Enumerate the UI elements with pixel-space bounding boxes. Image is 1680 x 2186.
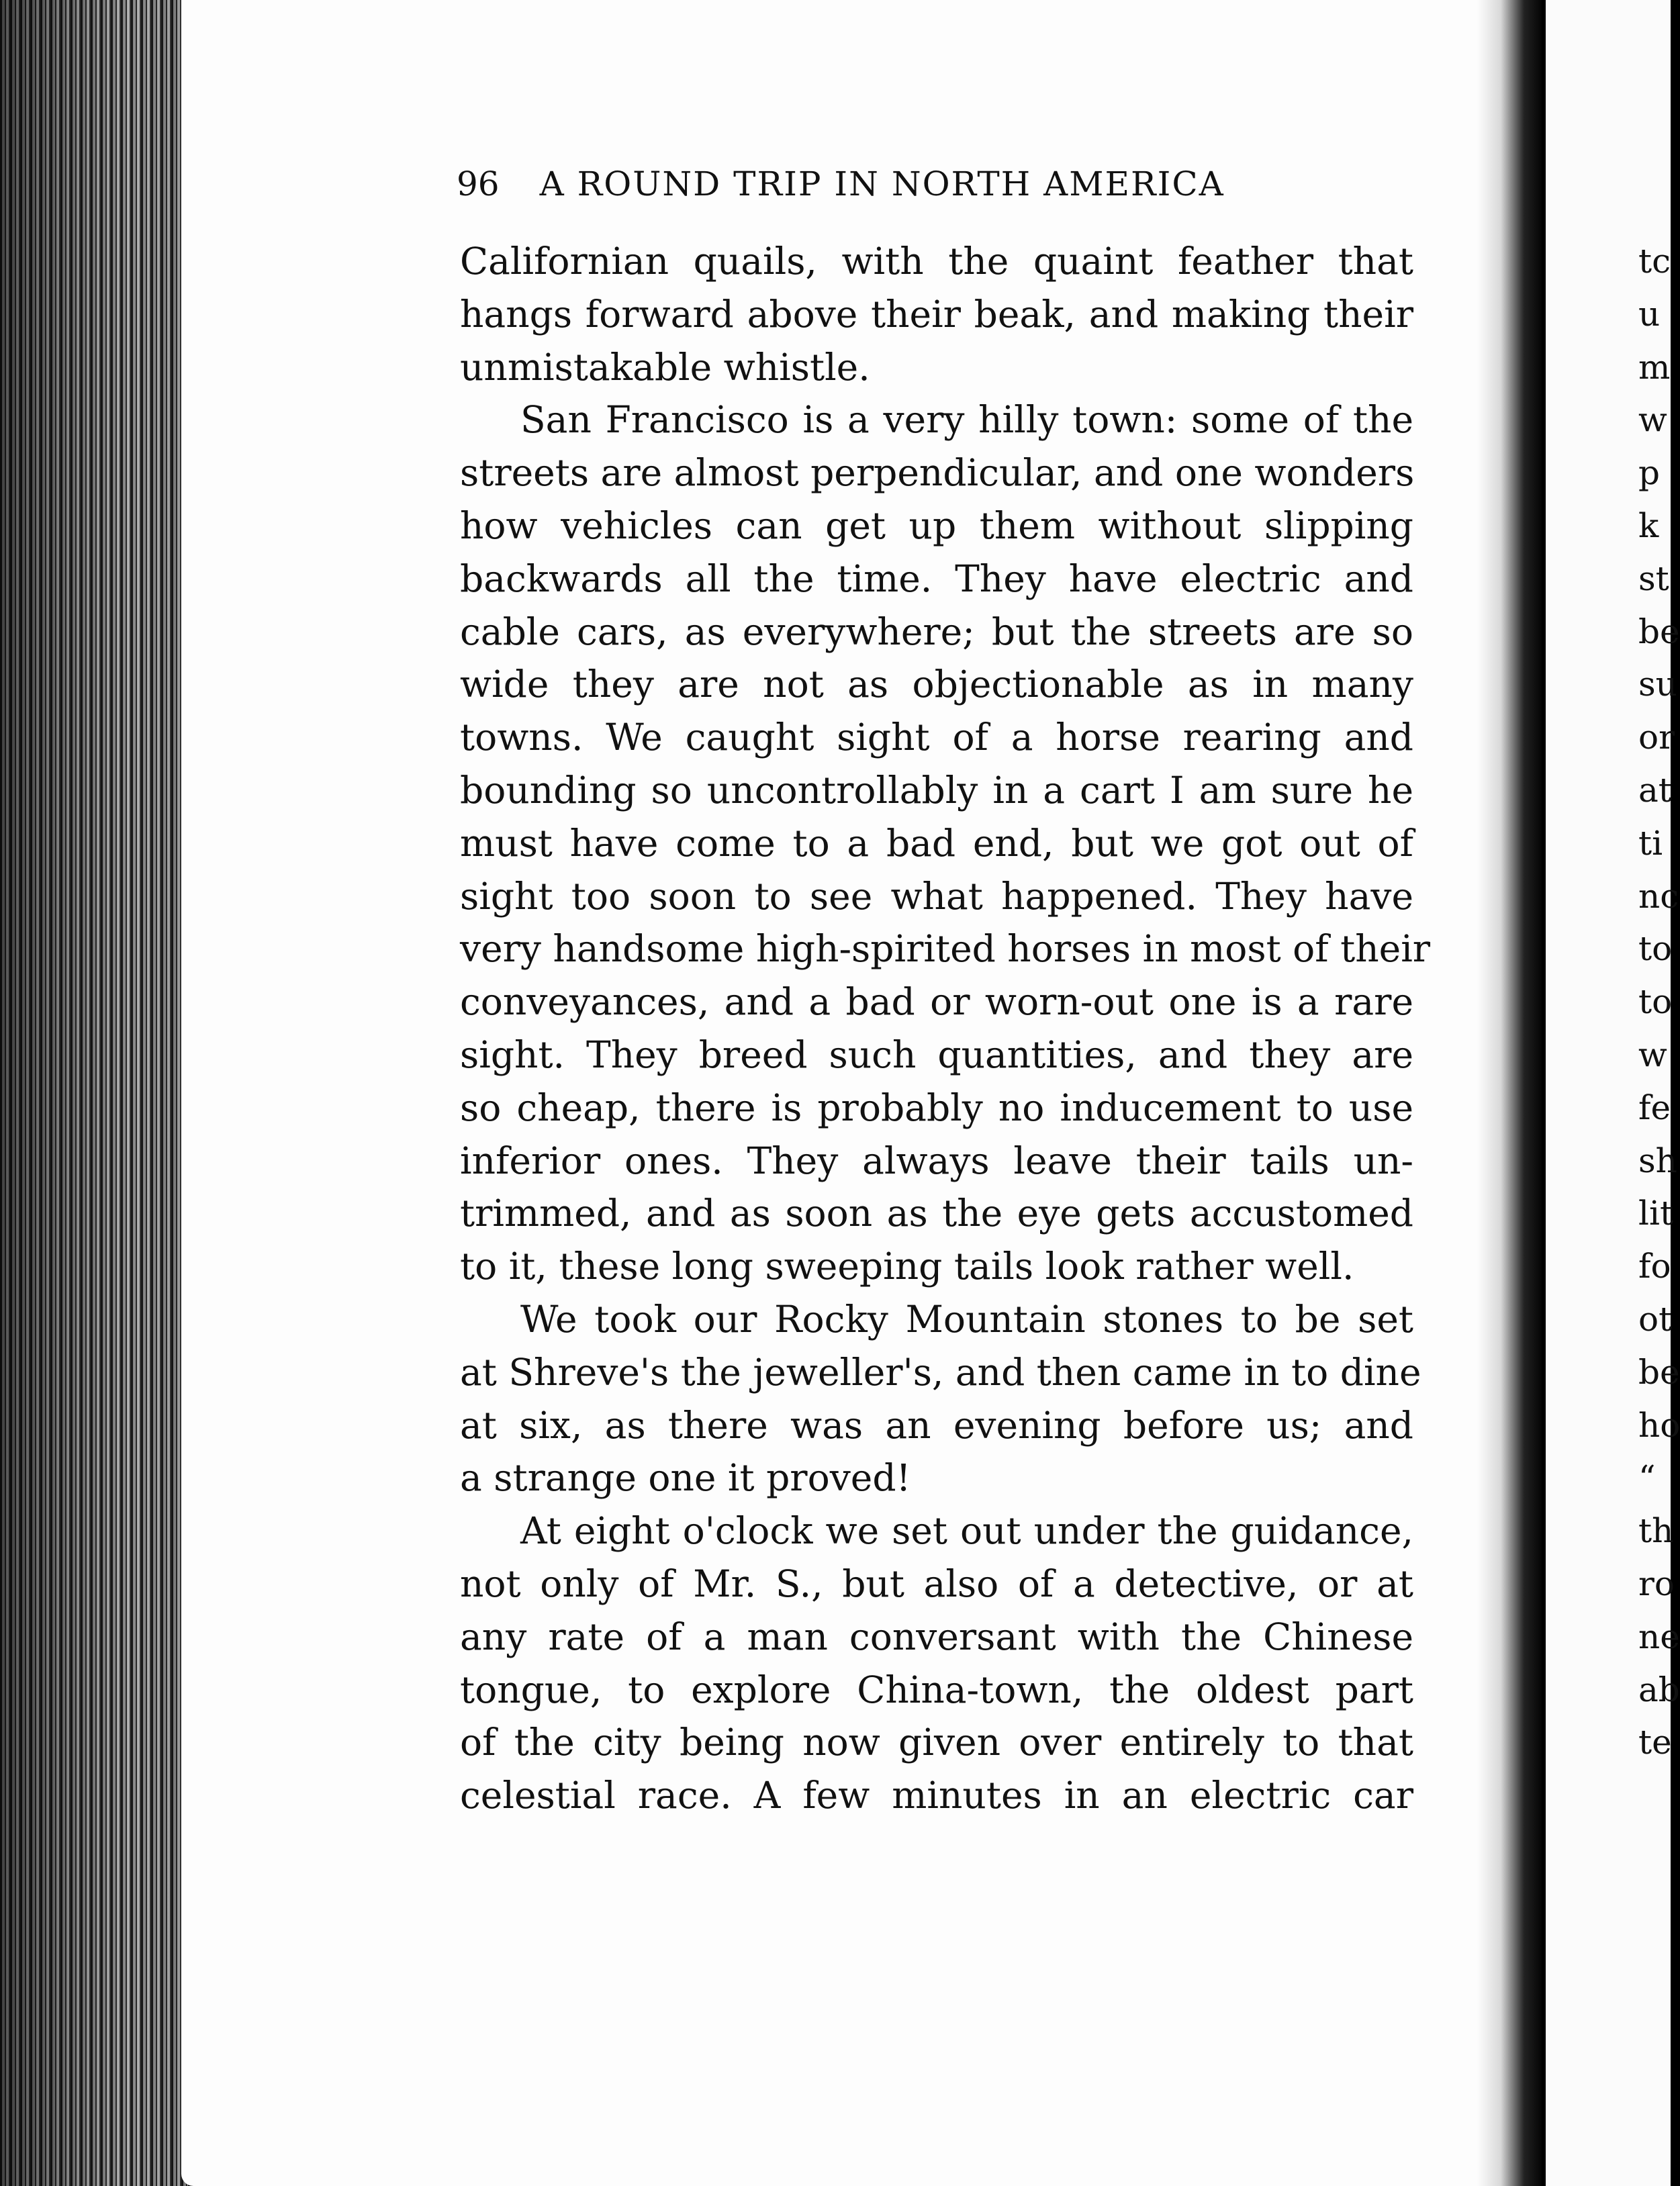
facing-page-fragment: ho xyxy=(1638,1405,1680,1445)
text-line: unmistakable whistle. xyxy=(460,345,870,389)
facing-page-fragment: w xyxy=(1638,1035,1667,1074)
text-line: bounding so uncontrollably in a cart I am sure he xyxy=(460,768,1413,812)
text-line: at Shreve's the jeweller's, and then came in to dine xyxy=(460,1350,1421,1394)
text-line: streets are almost perpendicular, and one wonders xyxy=(460,451,1415,495)
facing-page-fragment: be xyxy=(1638,1352,1680,1392)
text-line: of the city being now given over entirely to that xyxy=(460,1721,1413,1764)
facing-page-fragment: sh xyxy=(1638,1141,1677,1180)
text-line: hangs forward above their beak, and making their xyxy=(460,292,1413,336)
body-text xyxy=(460,235,1431,1822)
text-line: a strange one it proved! xyxy=(460,1456,911,1500)
facing-page-text-fragments xyxy=(1638,235,1679,1769)
facing-page-fragment: to xyxy=(1638,982,1673,1022)
gutter-shadow xyxy=(1542,0,1546,2186)
text-line: at six, as there was an evening before us; and xyxy=(460,1403,1413,1447)
text-line: cable cars, as everywhere; but the streets are so xyxy=(460,610,1413,653)
facing-page-fragment: be xyxy=(1638,612,1680,651)
text-line: backwards all the time. They have electric and xyxy=(460,557,1413,600)
facing-page-fragment: “ xyxy=(1638,1458,1656,1498)
facing-page-fragment: te xyxy=(1638,1723,1672,1762)
facing-page-fragment: th xyxy=(1638,1511,1674,1551)
text-line: Californian quails, with the quaint feather that xyxy=(460,240,1413,283)
facing-page-fragment: p xyxy=(1638,453,1661,493)
facing-page-fragment: st xyxy=(1638,559,1669,598)
facing-page-fragment: w xyxy=(1638,400,1667,440)
facing-page-fragment: ti xyxy=(1638,823,1663,863)
running-header xyxy=(457,164,1282,203)
text-line: to it, these long sweeping tails look rather well. xyxy=(460,1245,1354,1288)
text-line: inferior ones. They always leave their tails un- xyxy=(460,1139,1413,1182)
facing-page-fragment: k xyxy=(1638,506,1659,545)
text-line: how vehicles can get up them without slipping xyxy=(460,504,1413,547)
text-line: towns. We caught sight of a horse rearing and xyxy=(460,716,1413,759)
facing-page-fragment: ro xyxy=(1638,1564,1675,1603)
text-line: sight. They breed such quantities, and they are xyxy=(460,1033,1413,1076)
text-line: San Francisco is a very hilly town: some of the xyxy=(520,398,1413,442)
page-number: 96 xyxy=(457,164,500,203)
facing-page-fragment: to xyxy=(1638,929,1673,969)
facing-page-fragment: or xyxy=(1638,718,1675,757)
facing-page-fragment: lit xyxy=(1638,1194,1674,1233)
text-line: We took our Rocky Mountain stones to be set xyxy=(520,1297,1413,1341)
facing-page-fragment: nc xyxy=(1638,876,1679,916)
text-line: very handsome high-spirited horses in most of their xyxy=(460,927,1431,971)
text-line: celestial race. A few minutes in an electric car xyxy=(460,1774,1413,1817)
facing-page-fragment: u xyxy=(1638,294,1661,334)
book-gutter xyxy=(1477,0,1544,2186)
text-line: any rate of a man conversant with the Chinese xyxy=(460,1615,1413,1658)
text-line: so cheap, there is probably no inducement to use xyxy=(460,1086,1413,1129)
running-title: A ROUND TRIP IN NORTH AMERICA xyxy=(539,164,1225,203)
text-line: sight too soon to see what happened. They have xyxy=(460,874,1413,918)
facing-page-fragment: ne xyxy=(1638,1617,1680,1656)
text-line: must have come to a bad end, but we got out of xyxy=(460,821,1413,865)
facing-page-fragment: fe xyxy=(1638,1088,1671,1127)
facing-page-fragment: m xyxy=(1638,347,1671,387)
facing-page-fragment: ot xyxy=(1638,1299,1673,1339)
page-edges-stack xyxy=(0,0,188,2186)
text-line: At eight o'clock we set out under the guidance, xyxy=(520,1509,1413,1553)
text-line: conveyances, and a bad or worn-out one is a rare xyxy=(460,980,1413,1024)
facing-page-fragment: at xyxy=(1638,770,1672,810)
facing-page-fragment: ab xyxy=(1638,1670,1680,1709)
text-line: tongue, to explore China-town, the oldest part xyxy=(460,1668,1413,1711)
text-line: not only of Mr. S., but also of a detective, or at xyxy=(460,1562,1413,1605)
facing-page-fragment: tc xyxy=(1638,242,1671,281)
facing-page-fragment: fo xyxy=(1638,1247,1671,1286)
text-line: wide they are not as objectionable as in many xyxy=(460,663,1413,706)
facing-page-fragment: su xyxy=(1638,665,1677,704)
text-line: trimmed, and as soon as the eye gets accustomed xyxy=(460,1192,1413,1235)
